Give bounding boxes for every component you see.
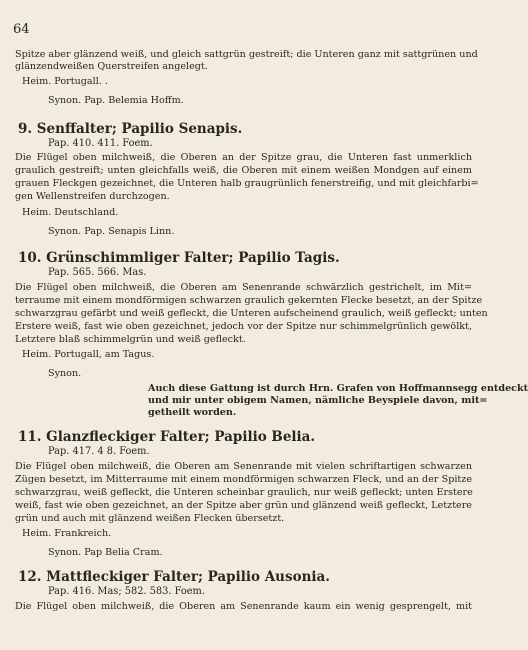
plate-reference: Pap. 410. 411. Foem. (48, 138, 153, 149)
text-line: Letztere blaß schimmelgrün und weiß gefleckt. (15, 334, 246, 345)
text-line: weiß, fast wie oben gezeichnet, an der Spitze aber grün und glänzend weiß gefleckt, Letztere (15, 500, 472, 511)
heimat-line: Heim. Deutschland. (22, 207, 119, 218)
plate-reference: Pap. 416. Mas; 582. 583. Foem. (48, 586, 205, 597)
entry-heading: 11. Glanzfleckiger Falter; Papilio Belia. (18, 429, 316, 445)
entry-heading: 9. Senffalter; Papilio Senapis. (18, 121, 243, 137)
text-line: Zügen besetzt, im Mitterraume mit einem mondförmigen schwarzen Fleck, und an der Spitze (15, 474, 472, 485)
entry-heading: 12. Mattfleckiger Falter; Papilio Ausonia. (18, 569, 330, 585)
text-line: Die Flügel oben milchweiß, die Oberen am Senenrande mit vielen schriftartigen schwarzen (15, 461, 472, 472)
text-line: Die Flügel oben milchweiß, die Oberen am Senenrande schwärzlich gestrichelt, im Mit= (15, 282, 472, 293)
footnote-line: getheilt worden. (148, 407, 237, 418)
text-line: Die Flügel oben milchweiß, die Oberen an der Spitze grau, die Unteren fast unmerklich (15, 152, 472, 163)
text-line: gen Wellenstreifen durchzogen. (15, 191, 170, 202)
heimat-line: Heim. Portugall, am Tagus. (22, 349, 155, 360)
page-number: 64 (13, 22, 30, 37)
synonym-line: Synon. Pap. Senapis Linn. (48, 226, 175, 237)
text-line: grauen Fleckgen gezeichnet, die Unteren halb graugrünlich fenerstreifig, und mit gleichfarbi= (15, 178, 479, 189)
text-line: Die Flügel oben milchweiß, die Oberen am Senenrande kaum ein wenig gesprengelt, mit (15, 601, 472, 612)
entry-heading: 10. Grünschimmliger Falter; Papilio Tagis. (18, 250, 340, 266)
plate-reference: Pap. 565. 566. Mas. (48, 267, 147, 278)
plate-reference: Pap. 417. 4 8. Foem. (48, 446, 150, 457)
synonym-line: Synon. (48, 368, 82, 379)
text-line: Erstere weiß, fast wie oben gezeichnet, jedoch vor der Spitze nur schimmelgrünlich gewölkt, (15, 321, 472, 332)
text-line: terraume mit einem mondförmigen schwarzen graulich gekernten Flecke besetzt, an der Spitze (15, 295, 483, 306)
synonym-line: Synon. Pap. Belemia Hoffm. (48, 95, 184, 106)
text-line: Spitze aber glänzend weiß, und gleich sattgrün gestreift; die Unteren ganz mit sattgrünen und (15, 49, 478, 60)
footnote (148, 383, 528, 419)
text-line: schwarzgrau gefärbt und weiß gefleckt, die Unteren aufscheinend graulich, weiß gefleckt; unten (15, 308, 488, 319)
text-line: schwarzgrau, weiß gefleckt, die Unteren scheinbar graulich, nur weiß gefleckt; unten Erstere (15, 487, 473, 498)
heimat-line: Heim. Frankreich. (22, 528, 112, 539)
footnote-line: Auch diese Gattung ist durch Hrn. Grafen von Hoffmannsegg entdeckt (148, 383, 528, 394)
text-line: glänzendweißen Querstreifen angelegt. (15, 61, 208, 72)
text-line: graulich gestreift; unten gleichfalls weiß, die Oberen mit einem weißen Mondgen auf einem (15, 165, 472, 176)
heimat-line: Heim. Portugall. . (22, 76, 108, 87)
footnote-line: und mir unter obigem Namen, nämliche Beyspiele davon, mit= (148, 395, 488, 406)
synonym-line: Synon. Pap Belia Cram. (48, 547, 163, 558)
text-line: grün und auch mit glänzend weißen Flecken übersetzt. (15, 513, 285, 524)
